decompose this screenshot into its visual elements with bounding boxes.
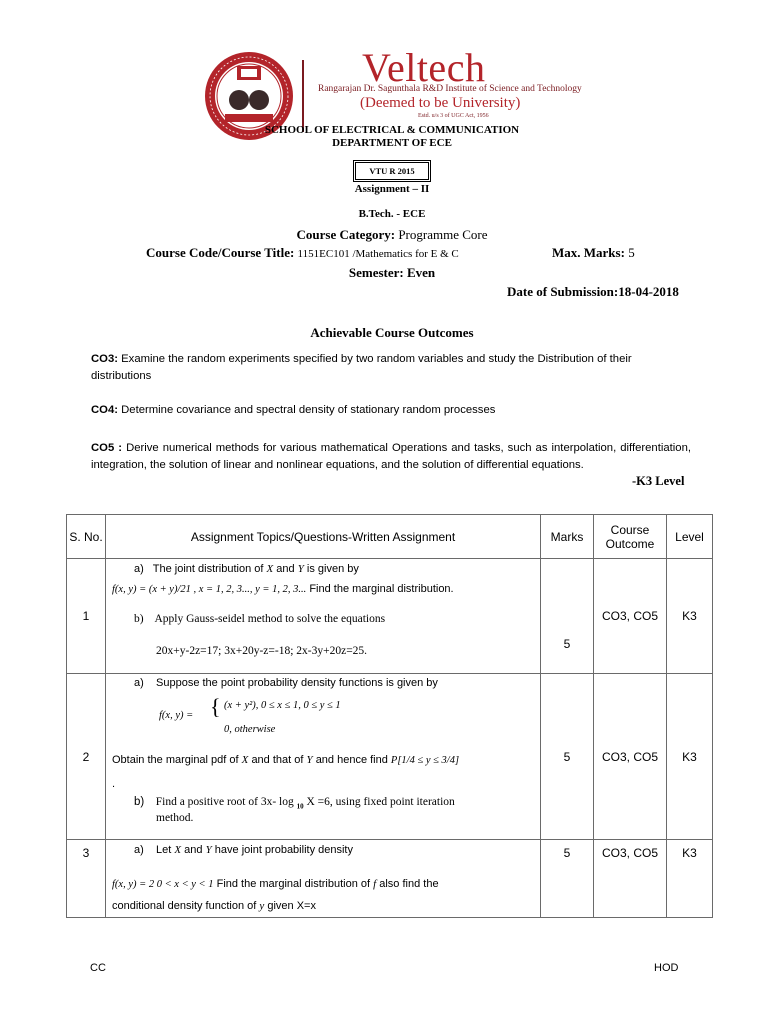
row3-qa-formula-line [112,878,439,890]
brand-subtitle: Rangarajan Dr. Sagunthala R&D Institute of Science and Technology [318,84,582,94]
footer-hod: HOD [654,962,679,974]
submission-date: Date of Submission:18-04-2018 [507,284,679,299]
course-category [0,227,768,243]
brand-name: Veltech [362,45,486,90]
department-title: DEPARTMENT OF ECE [332,137,452,149]
row1-outcome: CO3, CO5 [593,558,667,674]
row3-qa-cond-y: y [259,900,265,912]
row3-qa-f: f [373,878,377,890]
course-outcome-co3 [91,351,691,385]
row2-qa-prob: P[1/4 ≤ y ≤ 3/4] [390,755,460,766]
course-code-value: 1151EC101 /Mathematics for E & C [297,248,459,260]
row2-qb-tail2: method. [156,812,194,824]
row1-qa-formula-line [112,583,454,595]
row2-question [105,673,541,840]
max-marks [552,245,635,261]
row1-marks: 5 [540,558,594,674]
assignment-title: Assignment – II [354,183,430,195]
row2-qb [134,796,455,810]
course-category-label: Course Category: [296,227,396,242]
row3-qa-x: X [174,844,182,856]
header-marks: Marks [540,514,594,559]
course-category-value: Programme Core [398,227,488,242]
row3-level: K3 [666,839,713,918]
row3-qa-cond-text: conditional density function of [112,900,257,912]
row2-qa-obtain-tail: and hence find [315,754,388,766]
logo-divider [302,60,304,132]
row1-qb-label: b) [134,613,144,625]
row1-sno: 1 [66,558,106,674]
row3-qa-cond [112,900,316,912]
row1-qa-y: Y [297,563,304,575]
school-title: SCHOOL OF ELECTRICAL & COMMUNICATION [264,124,520,136]
assignment-table [66,514,713,918]
course-code-label: Course Code/Course Title: [146,245,295,260]
header-level: Level [666,514,713,559]
row3-qa [134,844,353,856]
row2-qb-label: b) [134,796,145,808]
row3-qa-find-tail: also find the [379,878,439,890]
row1-qa-text: The joint distribution of [152,563,264,575]
row2-outcome: CO3, CO5 [593,673,667,840]
row2-qa-formula-lhs: f(x, y) = [159,710,194,721]
brand-estd: Estd. u/s 3 of UGC Act, 1956 [418,113,489,119]
row1-qa-tail: is given by [306,563,359,575]
row1-qa [134,563,359,575]
row3-qa-find: Find the marginal distribution of [216,878,371,890]
row3-sno: 3 [66,839,106,918]
course-outcome-co4 [91,402,691,419]
row1-qa-x: X [266,563,274,575]
row2-qb-tail: X =6, using fixed point iteration [306,796,455,808]
max-marks-label: Max. Marks: [552,245,625,260]
row2-qa [134,677,438,689]
course-code-title [146,245,459,261]
row3-qa-let: Let [156,844,172,856]
k3-level: -K3 Level [632,474,685,488]
max-marks-value: 5 [628,245,635,260]
footer-cc: CC [90,962,106,974]
co4-label: CO4: [91,404,118,416]
row1-qa-label: a) [134,563,144,575]
row2-marks: 5 [540,673,594,840]
row3-qa-label: a) [134,844,144,856]
row1-qa-and: and [276,563,295,575]
co3-label: CO3: [91,353,118,365]
co5-label: CO5 : [91,442,123,454]
header-topics: Assignment Topics/Questions-Written Assignment [105,514,541,559]
header-sno: S. No. [66,514,106,559]
row2-qa-text: Suppose the point probability density functions is given by [156,677,438,689]
row2-qa-label: a) [134,677,144,689]
program-title: B.Tech. - ECE [358,208,426,220]
row3-qa-text: have joint probability density [214,844,353,856]
row1-question [105,558,541,674]
row1-qb-text: Apply Gauss-seidel method to solve the equations [154,613,386,625]
row2-level: K3 [666,673,713,840]
row2-qb-text: Find a positive root of 3x- log [155,796,294,808]
header-outcome: Course Outcome [593,514,667,559]
row2-qa-obtain-x: X [241,754,249,766]
semester: Semester: Even [348,265,436,280]
row2-qa-obtain [112,754,459,766]
row2-qa-obtain-mid: and that of [251,754,304,766]
row2-qb-sub: 10 [296,802,304,811]
row1-qb [134,613,385,625]
row1-qa-formula: f(x, y) = (x + y)/21 , x = 1, 2, 3..., y = 1, 2, 3... [112,584,307,595]
row1-qa-find: Find the marginal distribution. [309,583,454,595]
row3-question [105,839,541,918]
row3-marks: 5 [540,839,594,918]
row3-qa-cond-tail: given X=x [267,900,316,912]
co3-text: Examine the random experiments specified by two random variables and study the Distribution of their distributions [91,353,632,382]
row1-qb-equations: 20x+y-2z=17; 3x+20y-z=-18; 2x-3y+20z=25. [156,645,368,657]
course-outcome-co5 [91,440,691,474]
row1-level: K3 [666,558,713,674]
row3-qa-formula: f(x, y) = 2 0 < x < y < 1 [112,879,214,890]
row3-qa-and: and [184,844,203,856]
regulation-box: VTU R 2015 [355,162,429,180]
row2-qa-dot: . [112,778,116,790]
row2-qa-case1: (x + y²), 0 ≤ x ≤ 1, 0 ≤ y ≤ 1 [224,700,341,711]
brace-icon: { [210,694,221,719]
row2-qa-case2: 0, otherwise [224,724,276,735]
brand-deemed: (Deemed to be University) [360,95,521,111]
outcomes-heading: Achievable Course Outcomes [310,325,474,340]
row3-outcome: CO3, CO5 [593,839,667,918]
row2-sno: 2 [66,673,106,840]
row2-qa-obtain-text: Obtain the marginal pdf of [112,754,239,766]
co4-text: Determine covariance and spectral density of stationary random processes [121,404,496,416]
row2-qa-obtain-y: Y [306,754,313,766]
row3-qa-y: Y [205,844,212,856]
co5-text: Derive numerical methods for various mathematical Operations and tasks, such as interpolation, differentiation, integration, the solution of linear and nonlinear equations, and the solution of differential equations. [91,442,691,471]
